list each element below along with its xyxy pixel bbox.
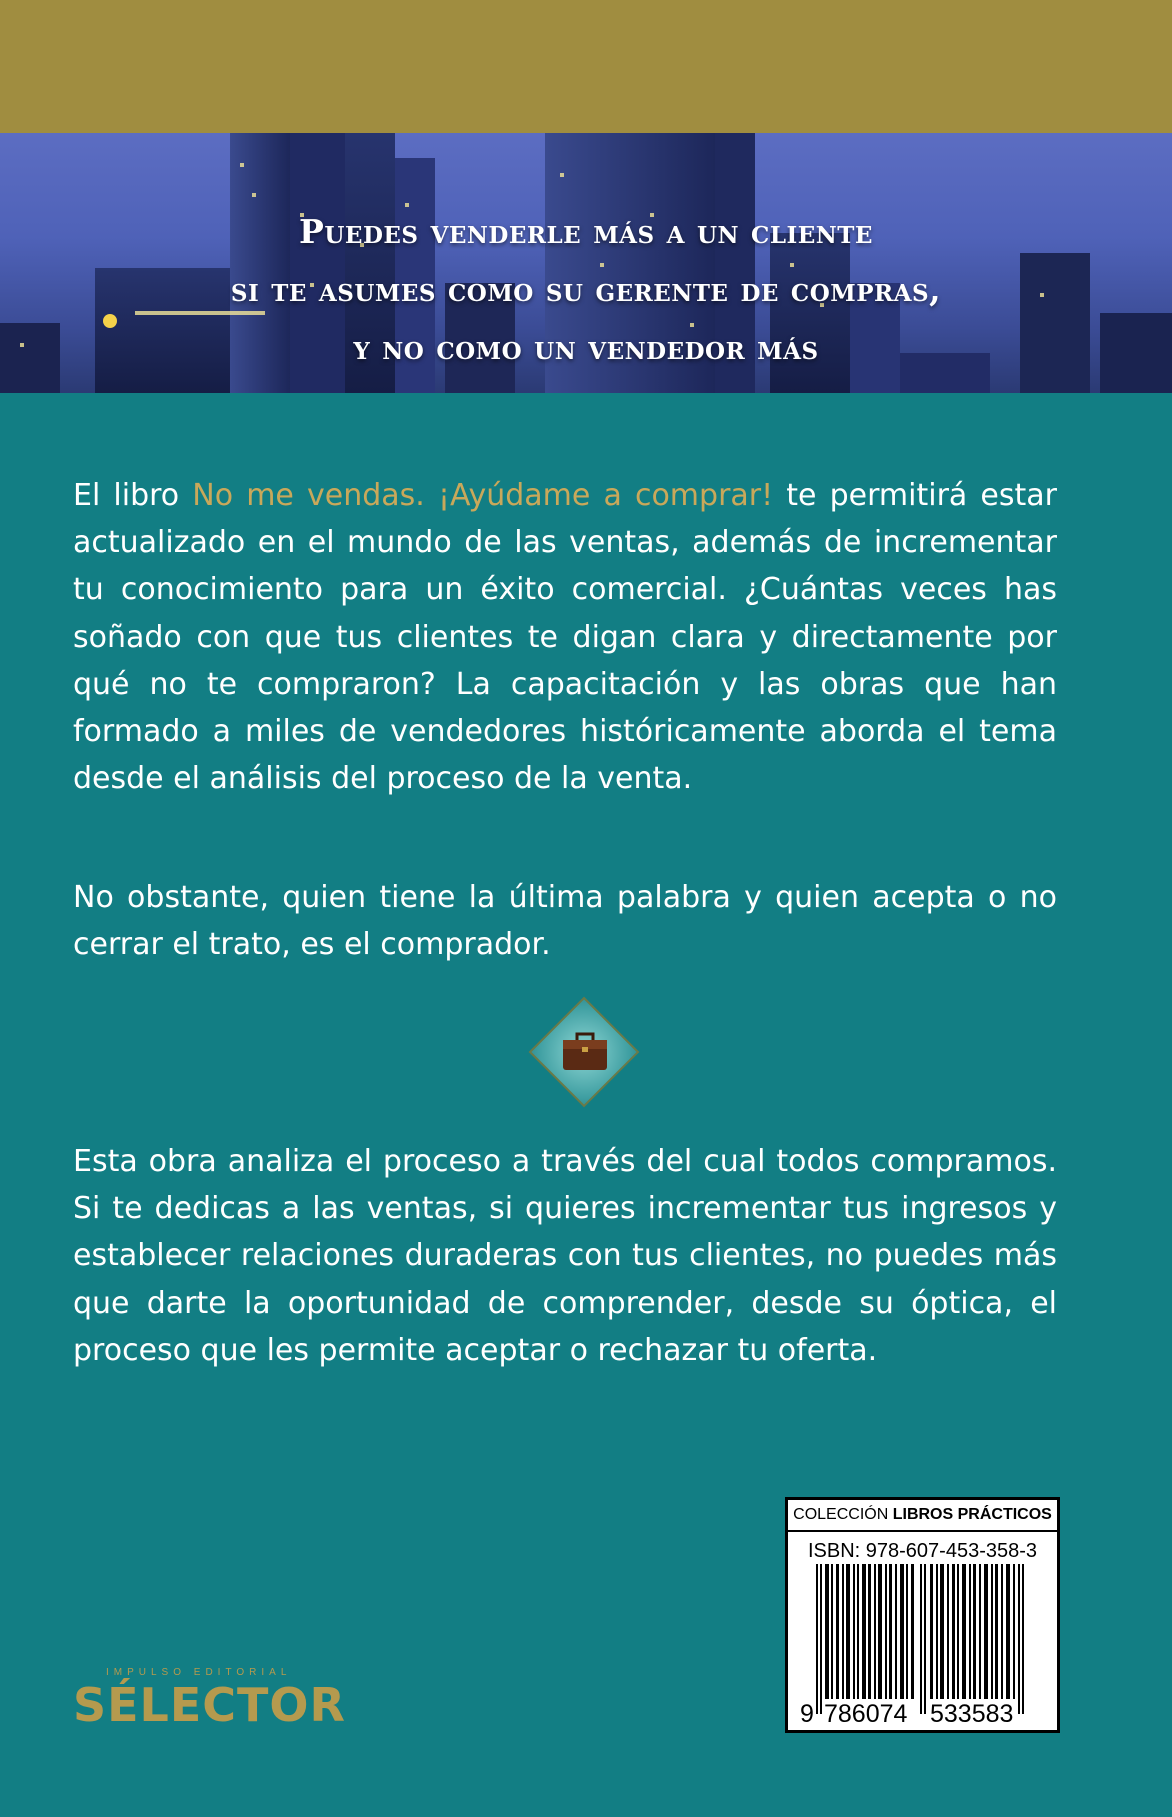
publisher-logo: [73, 1667, 346, 1730]
isbn-barcode-box: [785, 1497, 1060, 1733]
headline-line-1: Puedes venderle más a un cliente: [299, 212, 873, 251]
headline: [0, 203, 1172, 377]
headline-line-3: y no como un vendedor más: [353, 328, 819, 367]
barcode-digits: [788, 1700, 1057, 1728]
paragraph-intro: [73, 472, 1057, 802]
paragraph-intro-rest: te permitirá estar actualizado en el mundo de las ventas, además de incrementar tu conocimiento para un éxito comercial. ¿Cuántas veces has soñado con que tus clientes te digan clara y directamente por qué no te compraron? La capacitación y las obras que han formado a miles de vendedores históricamente aborda el tema desde el análisis del proceso de la venta.: [73, 478, 1057, 797]
collection-label: [788, 1500, 1057, 1532]
collection-prefix: COLECCIÓN: [793, 1506, 893, 1523]
paragraph-analysis: Esta obra analiza el proceso a través del cual todos compramos. Si te dedicas a las ventas, si quieres incrementar tus ingresos y establecer relaciones duraderas con tus clientes, no puedes más que darte la oportunidad de comprender, desde su óptica, el proceso que les permite aceptar o rechazar tu oferta.: [73, 1144, 1057, 1368]
barcode: [816, 1564, 1032, 1714]
paragraph-buyer: No obstante, quien tiene la última palabra y quien acepta o no cerrar el trato, es el comprador.: [73, 880, 1057, 963]
paragraph-intro-lead: El libro: [73, 478, 193, 513]
publisher-name: SÉLECTOR: [73, 1678, 346, 1732]
barcode-digits-right: 533583: [930, 1700, 1014, 1728]
emblem: [528, 996, 640, 1108]
publisher-tagline: IMPULSO EDITORIAL: [106, 1667, 292, 1678]
headline-line-2: si te asumes como su gerente de compras,: [230, 270, 942, 309]
barcode-digit-lead: 9: [800, 1700, 814, 1728]
book-title: No me vendas. ¡Ayúdame a comprar!: [192, 478, 774, 513]
collection-name: LIBROS PRÁCTICOS: [892, 1506, 1052, 1523]
isbn-number: ISBN: 978-607-453-358-3: [807, 1540, 1038, 1562]
barcode-digits-left: 786074: [824, 1700, 908, 1728]
top-gold-band: [0, 0, 1172, 133]
